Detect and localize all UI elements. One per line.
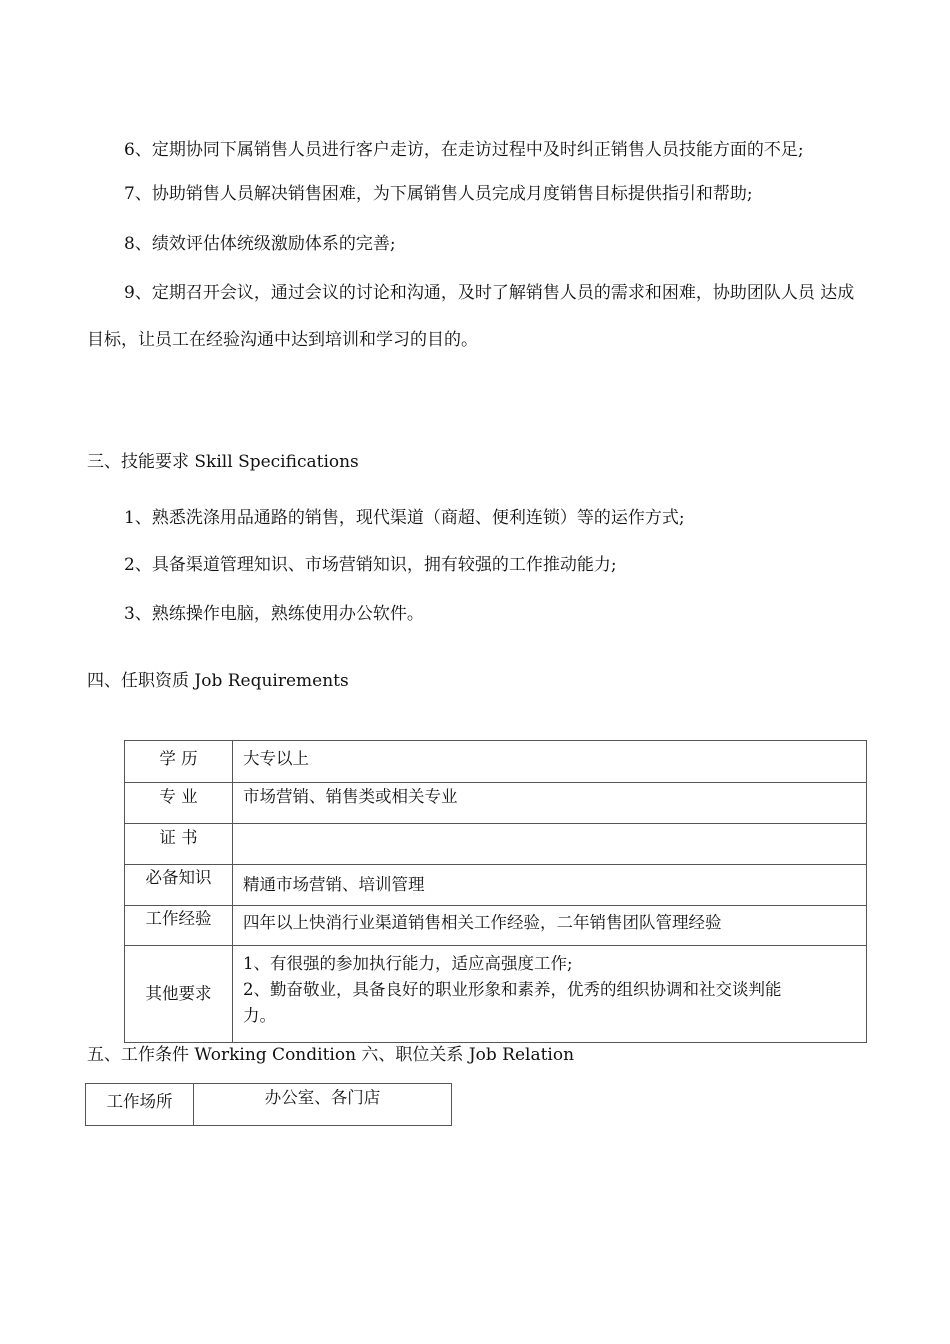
- table-row: [125, 946, 867, 1043]
- knowledge-value: 精通市场营销、培训管理: [233, 865, 867, 906]
- other-requirement-line: 2、勤奋敬业，具备良好的职业形象和素养，优秀的组织协调和社交谈判能: [243, 980, 782, 999]
- education-label: 学 历: [125, 741, 233, 783]
- other-requirement-line: 1、有很强的参加执行能力，适应高强度工作;: [243, 954, 573, 973]
- experience-label: 工作经验: [125, 906, 233, 946]
- table-row: [125, 906, 867, 946]
- certificate-value: [233, 824, 867, 865]
- requirements-heading: 四、任职资质 Job Requirements: [87, 671, 349, 691]
- major-label: 专 业: [125, 783, 233, 824]
- other-requirements-value: [233, 946, 867, 1043]
- experience-value: 四年以上快消行业渠道销售相关工作经验，二年销售团队管理经验: [233, 906, 867, 946]
- duty-item-8: 8、绩效评估体统级激励体系的完善;: [124, 234, 396, 254]
- certificate-label: 证 书: [125, 824, 233, 865]
- duty-item-6: 6、定期协同下属销售人员进行客户走访，在走访过程中及时纠正销售人员技能方面的不足;: [124, 140, 804, 160]
- conditions-heading: 五、工作条件 Working Condition 六、职位关系 Job Relation: [87, 1045, 575, 1065]
- other-requirements-label: 其他要求: [125, 946, 233, 1043]
- table-row: [125, 783, 867, 824]
- skill-item-1: 1、熟悉洗涤用品通路的销售，现代渠道（商超、便利连锁）等的运作方式;: [124, 508, 685, 528]
- table-row: [125, 741, 867, 783]
- major-value: 市场营销、销售类或相关专业: [233, 783, 867, 824]
- skills-heading: 三、技能要求 Skill Specifications: [87, 452, 359, 472]
- table-row: [125, 865, 867, 906]
- skill-item-3: 3、熟练操作电脑，熟练使用办公软件。: [124, 604, 424, 624]
- knowledge-label: 必备知识: [125, 865, 233, 906]
- work-condition-table: [85, 1083, 452, 1126]
- duty-item-7: 7、协助销售人员解决销售困难，为下属销售人员完成月度销售目标提供指引和帮助;: [124, 184, 753, 204]
- workplace-label: 工作场所: [86, 1084, 194, 1126]
- skill-item-2: 2、具备渠道管理知识、市场营销知识，拥有较强的工作推动能力;: [124, 555, 617, 575]
- requirements-table: [124, 740, 867, 1043]
- table-row: [86, 1084, 452, 1126]
- duty-item-9: 9、定期召开会议，通过会议的讨论和沟通，及时了解销售人员的需求和困难，协助团队人员 达成: [124, 283, 855, 303]
- other-requirement-line: 力。: [243, 1006, 276, 1025]
- workplace-value: 办公室、各门店: [194, 1084, 452, 1126]
- duty-item-9-continued: 目标，让员工在经验沟通中达到培训和学习的目的。: [87, 330, 478, 350]
- table-row: [125, 824, 867, 865]
- education-value: 大专以上: [233, 741, 867, 783]
